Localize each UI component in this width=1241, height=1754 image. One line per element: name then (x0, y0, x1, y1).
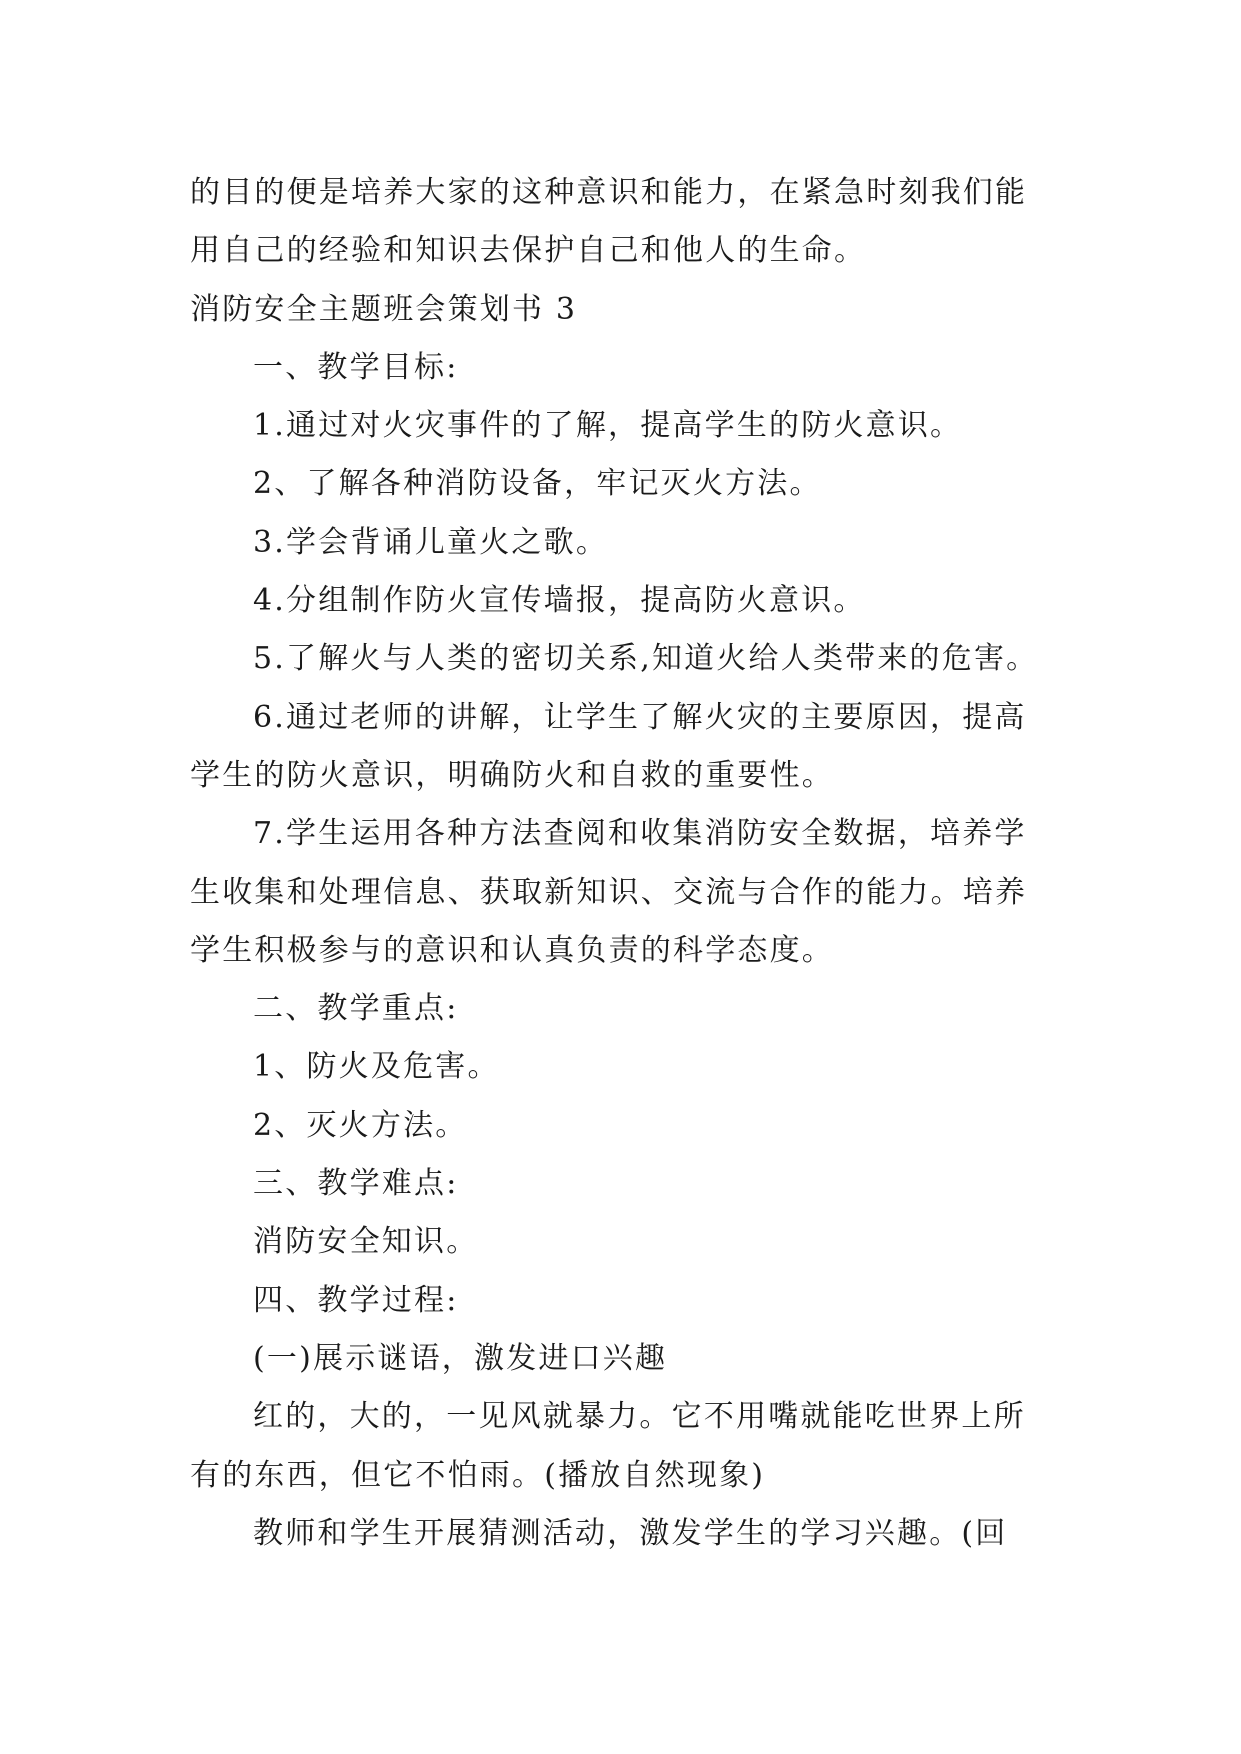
text-line: 2、了解各种消防设备，牢记灭火方法。 (253, 466, 822, 502)
text-line: 2、灭火方法。 (253, 1107, 468, 1143)
text-line: 的目的便是培养大家的这种意识和能力，在紧急时刻我们能 (190, 175, 1028, 210)
text-line: 3.学会背诵儿童火之歌。 (253, 524, 609, 560)
text-line: 有的东西，但它不怕雨。(播放自然现象) (190, 1457, 766, 1493)
text-line: 四、教学过程: (253, 1282, 459, 1318)
text-line: 红的，大的，一见风就暴力。它不用嘴就能吃世界上所 (253, 1399, 1026, 1435)
text-line: 教师和学生开展猜测活动，激发学生的学习兴趣。(回 (253, 1515, 1008, 1551)
text-line: 消防安全知识。 (253, 1224, 479, 1260)
text-line: 用自己的经验和知识去保护自己和他人的生命。 (190, 233, 867, 269)
text-line: 二、教学重点: (253, 991, 459, 1027)
text-line: 4.分组制作防火宣传墙报，提高防火意识。 (253, 583, 866, 619)
text-line: 1.通过对火灾事件的了解，提高学生的防火意识。 (253, 408, 963, 444)
document-body (190, 164, 1060, 1563)
text-line: (一)展示谜语，激发进口兴趣 (253, 1340, 668, 1376)
text-line: 1、防火及危害。 (253, 1049, 500, 1085)
text-line: 生收集和处理信息、获取新知识、交流与合作的能力。培养 (190, 874, 1028, 910)
text-line: 三、教学难点: (253, 1166, 459, 1202)
text-line: 学生的防火意识，明确防火和自救的重要性。 (190, 757, 834, 793)
text-line: 7.学生运用各种方法查阅和收集消防安全数据，培养学 (253, 816, 1027, 852)
text-line: 5.了解火与人类的密切关系,知道火给人类带来的危害。 (253, 641, 1039, 677)
text-line: 学生积极参与的意识和认真负责的科学态度。 (190, 932, 834, 968)
text-line: 6.通过老师的讲解，让学生了解火灾的主要原因，提高 (253, 699, 1027, 735)
text-line: 一、教学目标: (253, 349, 459, 385)
text-line: 消防安全主题班会策划书 3 (190, 291, 578, 327)
